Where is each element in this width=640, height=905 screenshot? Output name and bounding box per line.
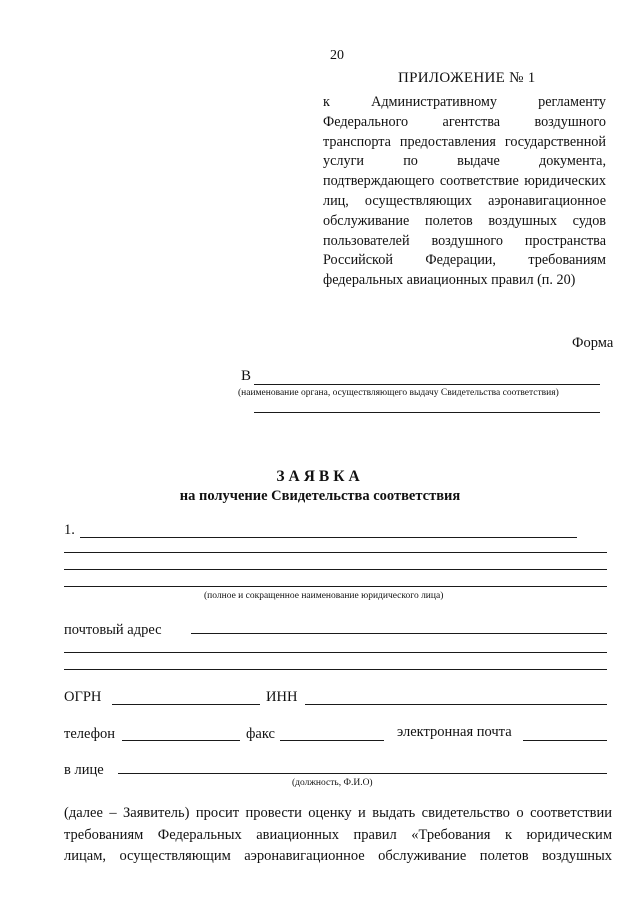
position-caption: (должность, Ф.И.О) xyxy=(292,778,373,788)
phone-line[interactable] xyxy=(122,740,240,741)
page-number: 20 xyxy=(330,48,344,63)
inn-label: ИНН xyxy=(266,689,298,705)
postal-address-line-2[interactable] xyxy=(64,652,607,653)
application-text-line-3: лицам, осуществляющим аэронавигационное обслуживание полетов воздушных xyxy=(64,848,612,864)
org-name-line-1[interactable] xyxy=(80,537,577,538)
ogrn-label: ОГРН xyxy=(64,689,102,705)
application-text xyxy=(64,803,612,868)
addressee-prefix: В xyxy=(241,368,252,384)
represented-by-line[interactable] xyxy=(118,773,607,774)
org-name-line-2[interactable] xyxy=(64,552,607,553)
form-label: Форма xyxy=(572,335,614,351)
email-label: электронная почта xyxy=(397,724,512,740)
item-number: 1. xyxy=(64,522,75,538)
inn-line[interactable] xyxy=(305,704,607,705)
org-name-caption: (полное и сокращенное наименование юридического лица) xyxy=(204,591,444,601)
fax-line[interactable] xyxy=(280,740,384,741)
fax-label: факс xyxy=(246,726,275,742)
appendix-title: ПРИЛОЖЕНИЕ № 1 xyxy=(398,70,536,86)
application-text-line-1: (далее – Заявитель) просит провести оценку и выдать свидетельство о соответствии xyxy=(64,805,612,821)
phone-label: телефон xyxy=(64,726,116,742)
document-title: ЗАЯВКА xyxy=(276,468,364,485)
postal-address-line-3[interactable] xyxy=(64,669,607,670)
email-line[interactable] xyxy=(523,740,607,741)
appendix-body: к Административному регламенту Федерального агентства воздушного транспорта предоставления государственной услуги по выдаче документа, подтверждающего соответствие юридических лиц, осуществляющих аэронавигационное обслуживание полетов воздушных судов пользователей воздушного пространства Российской Федерации, требованиям федеральных авиационных правил (п. 20) xyxy=(323,94,606,289)
postal-address-line-1[interactable] xyxy=(191,633,607,634)
document-subtitle: на получение Свидетельства соответствия xyxy=(179,488,461,504)
addressee-caption: (наименование органа, осуществляющего выдачу Свидетельства соответствия) xyxy=(238,388,559,398)
represented-by-label: в лице xyxy=(64,762,104,778)
ogrn-line[interactable] xyxy=(112,704,260,705)
addressee-line[interactable] xyxy=(254,384,600,385)
postal-address-label: почтовый адрес xyxy=(64,622,162,638)
addressee-line-2[interactable] xyxy=(254,412,600,413)
application-text-line-2: требованиям Федеральных авиационных правил «Требования к юридическим xyxy=(64,826,612,843)
org-name-line-4[interactable] xyxy=(64,586,607,587)
org-name-line-3[interactable] xyxy=(64,569,607,570)
